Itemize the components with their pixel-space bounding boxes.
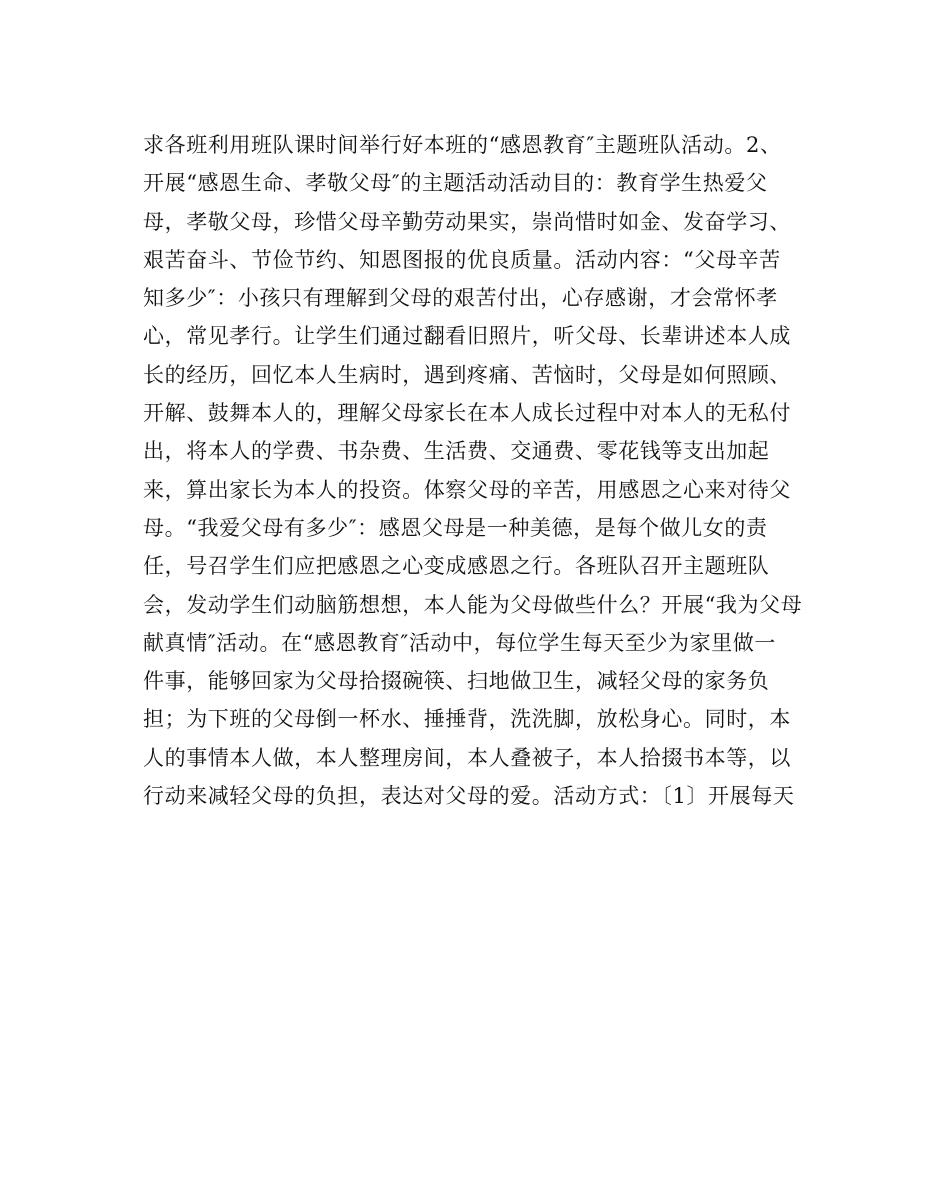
text-line: 艰苦奋斗、节俭节约、知恩图报的优良质量。活动内容：“父母辛苦 [143,247,781,272]
text-line: 件事，能够回家为父母拾掇碗筷、扫地做卫生，减轻父母的家务负 [143,669,770,694]
text-line: 母，孝敬父母，珍惜父母辛勤劳动果实，崇尚惜时如金、发奋学习、 [143,209,791,234]
text-line: 行动来减轻父母的负担，表达对父母的爱。活动方式：〔1〕开展每天 [143,784,795,809]
text-line: 来，算出家长为本人的投资。体察父母的辛苦，用感恩之心来对待父 [143,477,791,502]
text-line: 出，将本人的学费、书杂费、生活费、交通费、零花钱等支出加起 [143,439,770,464]
text-line: 担；为下班的父母倒一杯水、捶捶背，洗洗脚，放松身心。同时，本 [143,707,791,732]
text-line: 任，号召学生们应把感恩之心变成感恩之行。各班队召开主题班队 [143,554,770,579]
text-line: 会，发动学生们动脑筋想想，本人能为父母做些什么？开展“我为父母 [143,592,803,617]
text-line: 人的事情本人做，本人整理房间，本人叠被子，本人拾掇书本等，以 [143,745,791,770]
text-line: 求各班利用班队课时间举行好本班的“感恩教育″主题班队活动。2、 [143,133,782,157]
document-body [143,126,823,815]
text-line: 开解、鼓舞本人的，理解父母家长在本人成长过程中对本人的无私付 [143,401,791,426]
text-line: 知多少″：小孩只有理解到父母的艰苦付出，心存感谢，才会常怀孝 [143,286,778,311]
text-line: 开展“感恩生命、孝敬父母″的主题活动活动目的：教育学生热爱父 [143,171,768,196]
text-line: 母。“我爱父母有多少″：感恩父母是一种美德，是每个做儿女的责 [143,515,768,540]
text-line: 心，常见孝行。让学生们通过翻看旧照片，听父母、长辈讲述本人成 [143,324,791,349]
text-line: 献真情″活动。在“感恩教育″活动中，每位学生每天至少为家里做一 [143,630,777,655]
text-line: 长的经历，回忆本人生病时，遇到疼痛、苦恼时，父母是如何照顾、 [143,362,791,387]
